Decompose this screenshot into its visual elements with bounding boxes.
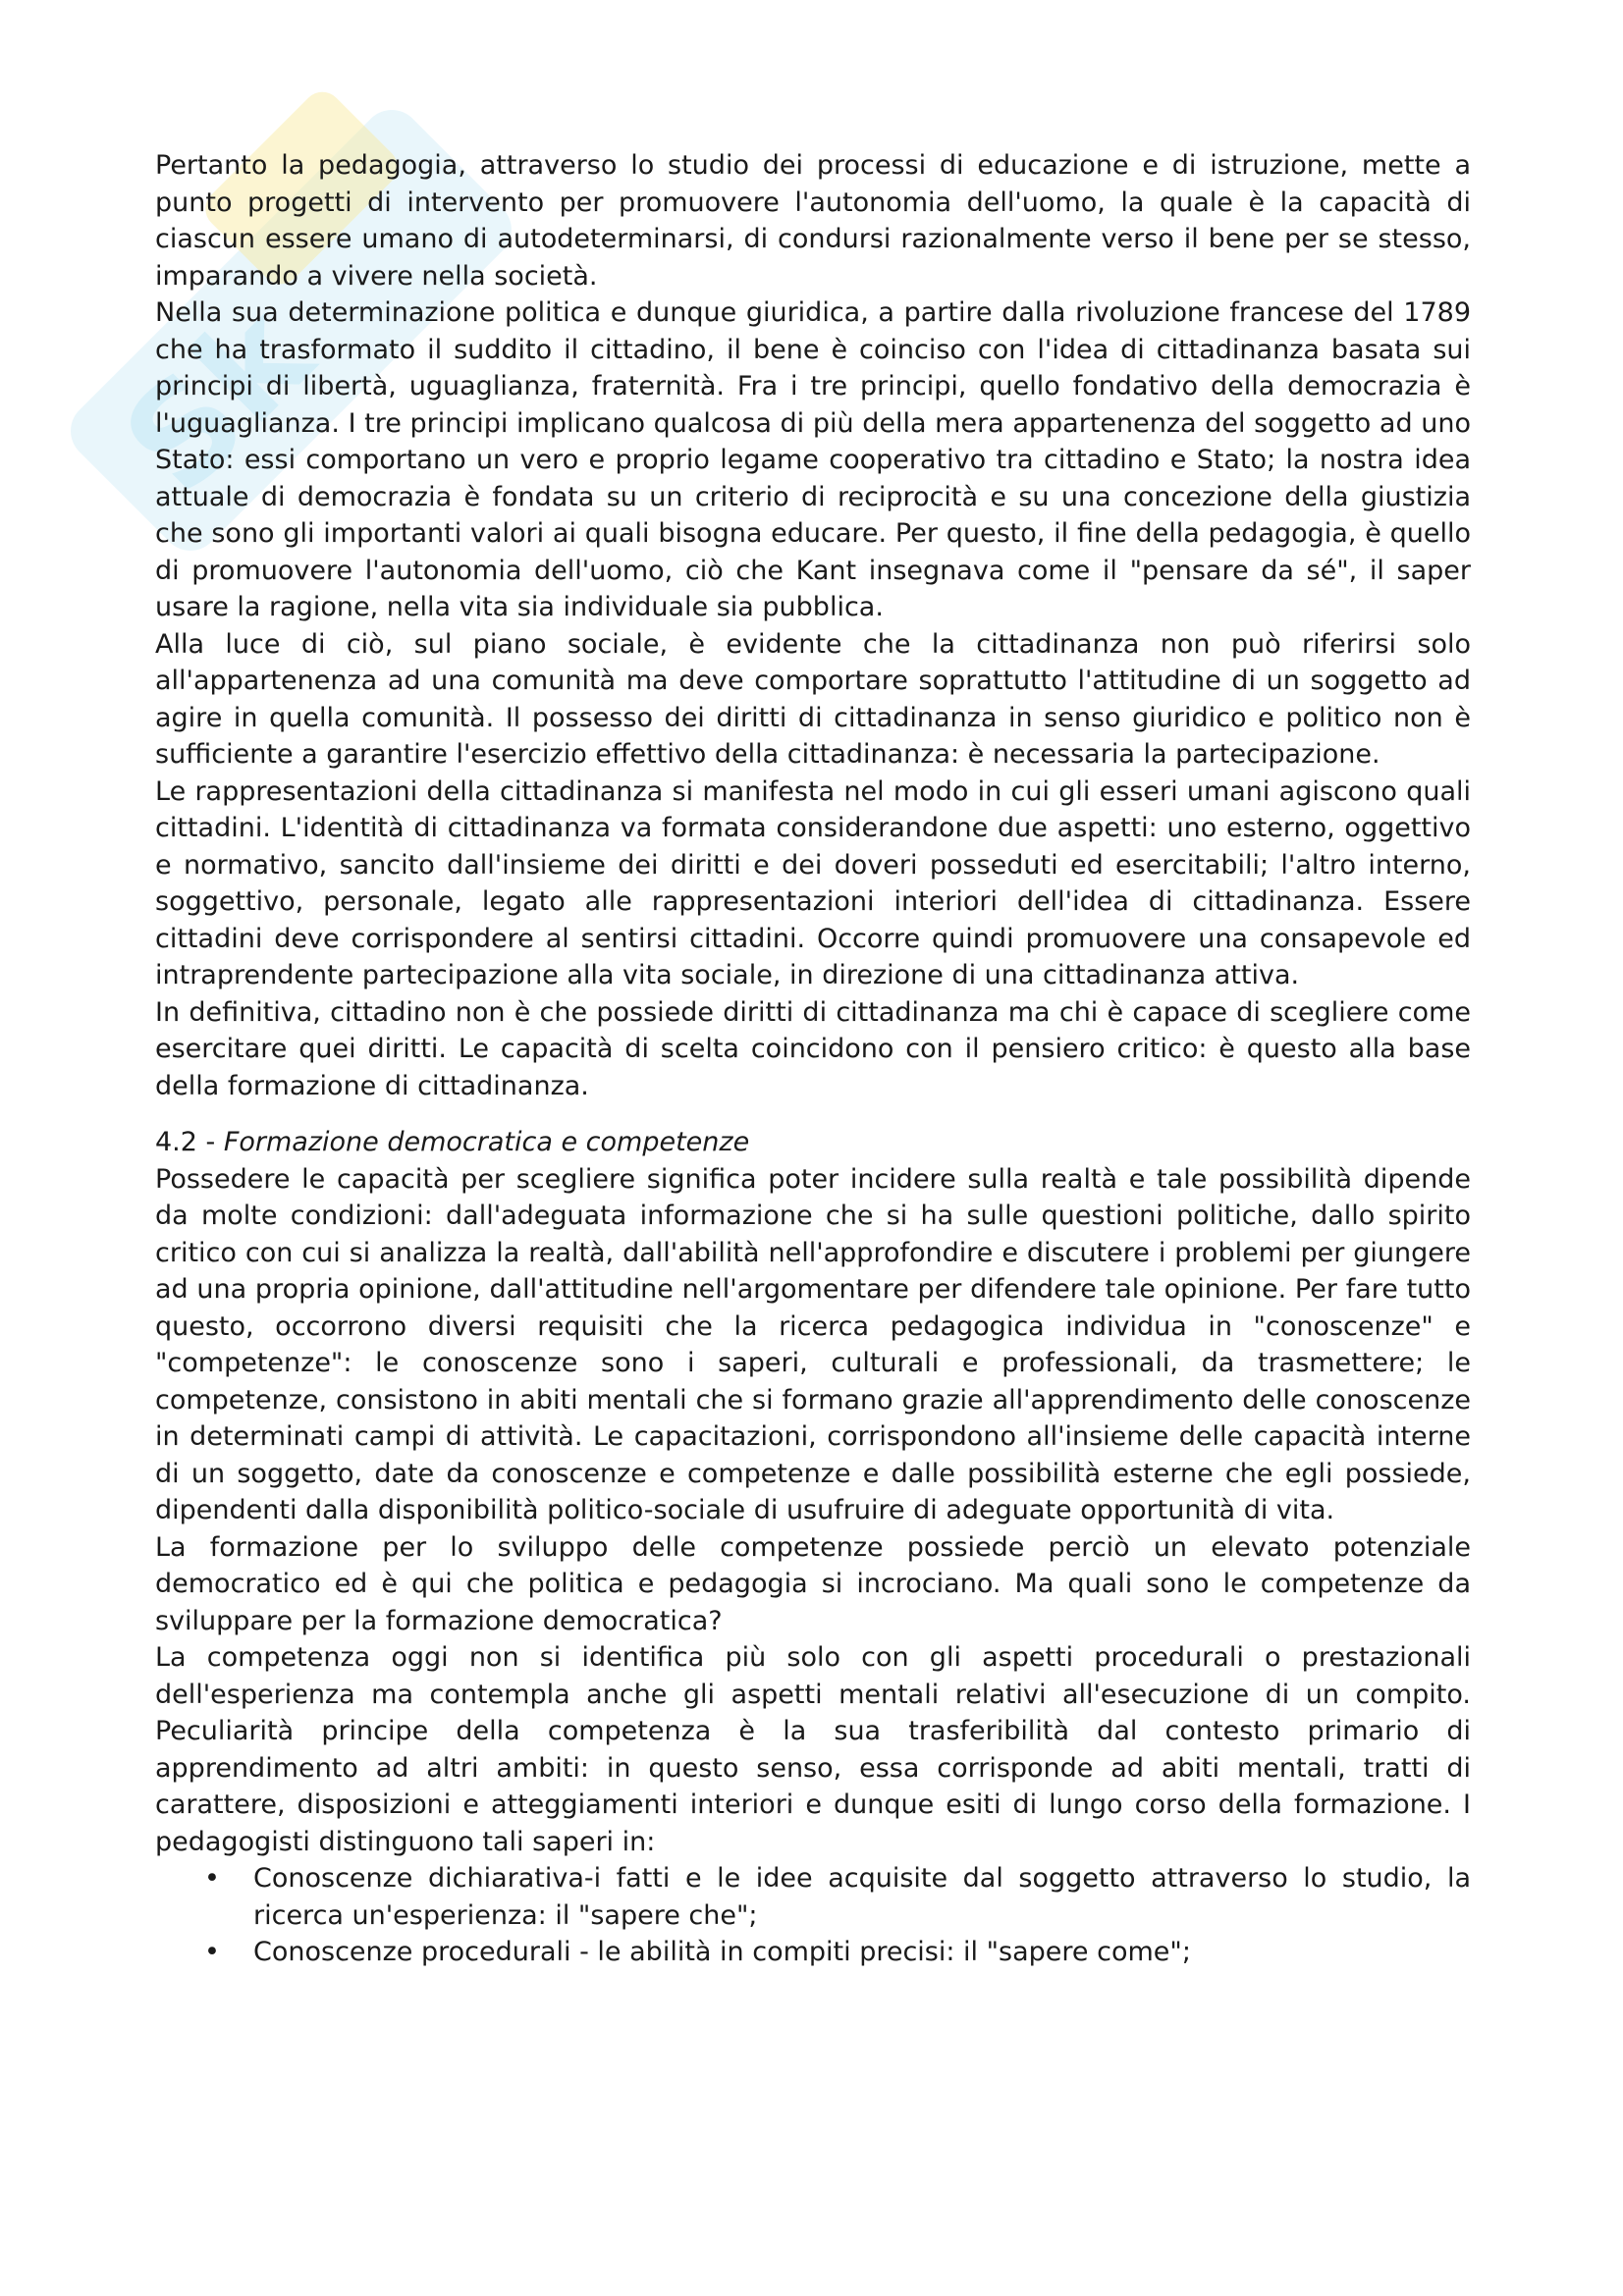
paragraph-autonomia: Pertanto la pedagogia, attraverso lo studio dei processi di educazione e di istruzione, mette a punto progetti di intervento per promuovere l'autonomia dell'uomo, la quale è la capacità di ciascun essere umano di autodeterminarsi, di condursi razionalmente verso il bene per se stesso, imparando a vivere nella società.	[155, 150, 1471, 292]
bullet-icon: •	[204, 1937, 220, 1967]
paragraph-rappresentazioni-cittadinanza: Le rappresentazioni della cittadinanza si manifesta nel modo in cui gli esseri umani agiscono quali cittadini. L'identità di cittadinanza va formata considerandone due aspetti: uno esterno, oggettivo e normativo, sancito dall'insieme dei diritti e dei doveri posseduti ed esercitabili; l'altro interno, soggettivo, personale, legato alle rappresentazioni interiori dell'idea di cittadinanza. Essere cittadini deve corrispondere al sentirsi cittadini. Occorre quindi promuovere una consapevole ed intraprendente partecipazione alla vita sociale, in direzione di una cittadinanza attiva.	[155, 775, 1471, 990]
paragraph-capacita-scelta: Possedere le capacità per scegliere significa poter incidere sulla realtà e tale possibilità dipende da molte condizioni: dall'adeguata informazione che si ha sulle questioni politiche, dallo spirito critico con cui si analizza la realtà, dall'abilità nell'approfondire e discutere i problemi per giungere ad una propria opinione, dall'attitudine nell'argomentare per difendere tale opinione. Per fare tutto questo, occorrono diversi requisiti che la ricerca pedagogica individua in "conoscenze" e "competenze": le conoscenze sono i saperi, culturali e professionali, da trasmettere; le competenze, consistono in abiti mentali che si formano grazie all'apprendimento delle conoscenze in determinati campi di attività. Le capacitazioni, corrispondono all'insieme delle capacità interne di un soggetto, date da conoscenze e competenze e dalle possibilità esterne che egli possiede, dipendenti dalla disponibilità politico-sociale di usufruire di adeguate opportunità di vita.	[155, 1163, 1471, 1525]
bullet-icon: •	[204, 1863, 220, 1894]
list-item	[155, 1934, 1471, 1971]
paragraph-potenziale-democratico: La formazione per lo sviluppo delle competenze possiede perciò un elevato potenziale democratico ed è qui che politica e pedagogia si incrociano. Ma quali sono le competenze da sviluppare per la formazione democratica?	[155, 1531, 1471, 1636]
paragraph-rivoluzione-francese: Nella sua determinazione politica e dunque giuridica, a partire dalla rivoluzione francese del 1789 che ha trasformato il suddito il cittadino, il bene è coinciso con l'idea di cittadinanza basata sui principi di libertà, uguaglianza, fraternità. Fra i tre principi, quello fondativo della democrazia è l'uguaglianza. I tre principi implicano qualcosa di più della mera appartenenza del soggetto ad uno Stato: essi comportano un vero e proprio legame cooperativo tra cittadino e Stato; la nostra idea attuale di democrazia è fondata su un criterio di reciprocità e su una concezione della giustizia che sono gli importanti valori ai quali bisogna educare. Per questo, il fine della pedagogia, è quello di promuovere l'autonomia dell'uomo, ciò che Kant insegnava come il "pensare da sé", il saper usare la ragione, nella vita sia individuale sia pubblica.	[155, 297, 1471, 622]
list-item-text: Conoscenze dichiarativa-i fatti e le idee acquisite dal soggetto attraverso lo studio, la ricerca un'esperienza: il "sapere che";	[253, 1863, 1471, 1931]
section-number: 4.2 -	[155, 1127, 224, 1157]
svg-text:Sk: Sk	[93, 276, 343, 524]
section-title: Formazione democratica e competenze	[223, 1127, 750, 1157]
list-item	[155, 1860, 1471, 1934]
document-body	[155, 147, 1471, 1971]
paragraph-competenza-oggi: La competenza oggi non si identifica più solo con gli aspetti procedurali o prestazionali dell'esperienza ma contempla anche gli aspetti mentali relativi all'esecuzione di un compito. Peculiarità principe della competenza è la sua trasferibilità dal contesto primario di apprendimento ad altri ambiti: in questo senso, essa corrisponde ad abiti mentali, tratti di carattere, disposizioni e atteggiamenti interiori e dunque esiti di lungo corso della formazione. I pedagogisti distinguono tali saperi in:	[155, 1642, 1471, 1857]
paragraph-pensiero-critico: In definitiva, cittadino non è che possiede diritti di cittadinanza ma chi è capace di scegliere come esercitare quei diritti. Le capacità di scelta coincidono con il pensiero critico: è questo alla base della formazione di cittadinanza.	[155, 996, 1471, 1101]
paragraph-cittadinanza-partecipazione: Alla luce di ciò, sul piano sociale, è evidente che la cittadinanza non può riferirsi solo all'appartenenza ad una comunità ma deve comportare soprattutto l'attitudine di un soggetto ad agire in quella comunità. Il possesso dei diritti di cittadinanza in senso giuridico e politico non è sufficiente a garantire l'esercizio effettivo della cittadinanza: è necessaria la partecipazione.	[155, 628, 1471, 770]
list-item-text: Conoscenze procedurali - le abilità in compiti precisi: il "sapere come";	[253, 1937, 1191, 1967]
section-heading	[155, 1124, 1471, 1161]
saperi-list	[155, 1860, 1471, 1971]
